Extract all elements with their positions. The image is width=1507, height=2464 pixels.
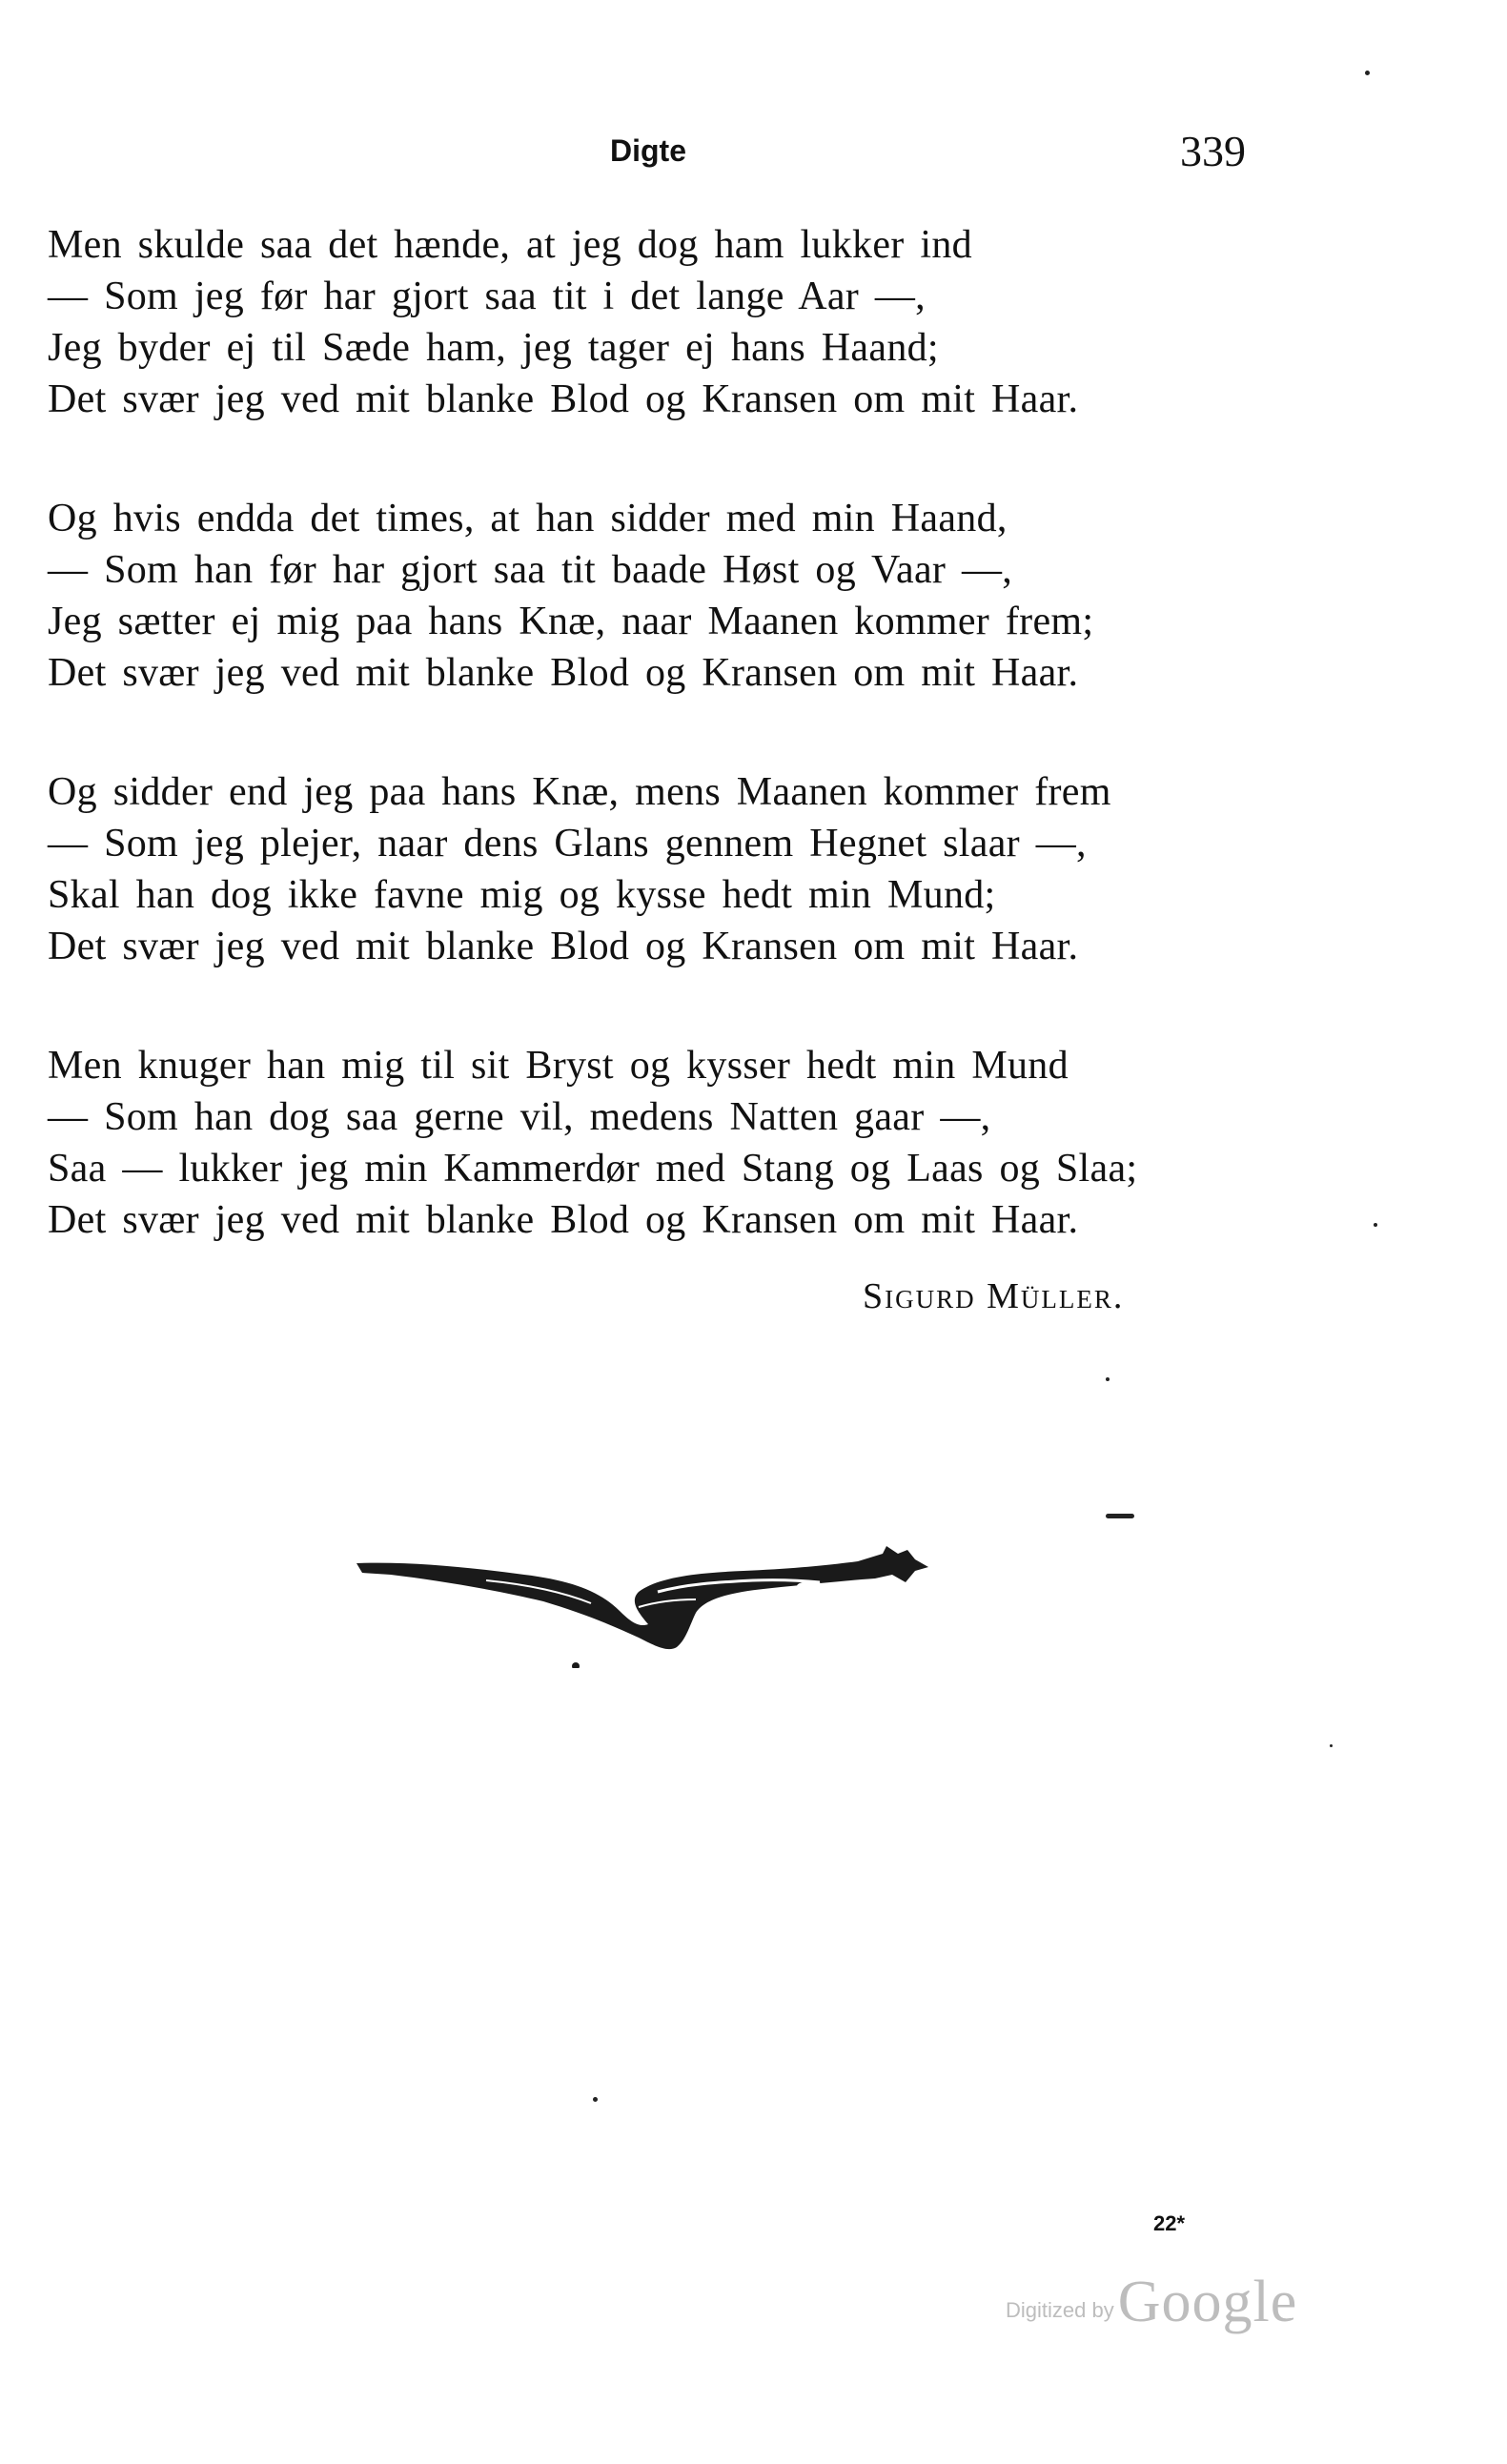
ink-speck [1106,1377,1110,1381]
digitized-watermark [1006,2269,1297,2336]
stanza-4 [48,1040,1287,1246]
poem [48,219,1287,1313]
watermark-brand: Google [1117,2270,1298,2334]
decorative-tailpiece-icon [353,1525,934,1668]
ink-speck [1365,71,1370,75]
poem-line: Det svær jeg ved mit blanke Blod og Kransen om mit Haar. [48,1198,1079,1242]
poem-line: Det svær jeg ved mit blanke Blod og Kransen om mit Haar. [48,651,1079,695]
poem-line: Jeg sætter ej mig paa hans Knæ, naar Maanen kommer frem; [48,600,1094,643]
poem-line: Men knuger han mig til sit Bryst og kysser hedt min Mund [48,1044,1069,1088]
poem-line: Saa — lukker jeg min Kammerdør med Stang og Laas og Slaa; [48,1147,1138,1191]
poem-line: Jeg byder ej til Sæde ham, jeg tager ej hans Haand; [48,326,939,370]
poem-line: — Som jeg før har gjort saa tit i det lange Aar —, [48,275,926,318]
ink-speck [593,2097,598,2102]
page-number: 339 [1180,127,1246,175]
poem-line: Det svær jeg ved mit blanke Blod og Kransen om mit Haar. [48,377,1079,421]
poem-line: Men skulde saa det hænde, at jeg dog ham lukker ind [48,223,972,267]
watermark-prefix: Digitized by [1006,2298,1114,2322]
signature-mark: 22* [1153,2211,1186,2235]
stanza-2 [48,493,1287,699]
stanza-1 [48,219,1287,425]
poem-line: Det svær jeg ved mit blanke Blod og Kransen om mit Haar. [48,925,1079,968]
ink-speck [1330,1744,1333,1747]
poem-line: Og hvis endda det times, at han sidder med min Haand, [48,497,1008,540]
poem-line: — Som jeg plejer, naar dens Glans gennem Hegnet slaar —, [48,822,1087,865]
stanza-3 [48,766,1287,972]
poem-line: — Som han dog saa gerne vil, medens Natten gaar —, [48,1095,991,1139]
ink-speck [1374,1223,1377,1227]
ink-speck [1106,1514,1134,1518]
running-head: Digte [610,133,686,168]
poem-line: — Som han før har gjort saa tit baade Høst og Vaar —, [48,548,1013,592]
poem-line: Skal han dog ikke favne mig og kysse hedt min Mund; [48,873,996,917]
author-signature: Sigurd Müller. [863,1276,1125,1316]
poem-line: Og sidder end jeg paa hans Knæ, mens Maanen kommer frem [48,770,1111,814]
